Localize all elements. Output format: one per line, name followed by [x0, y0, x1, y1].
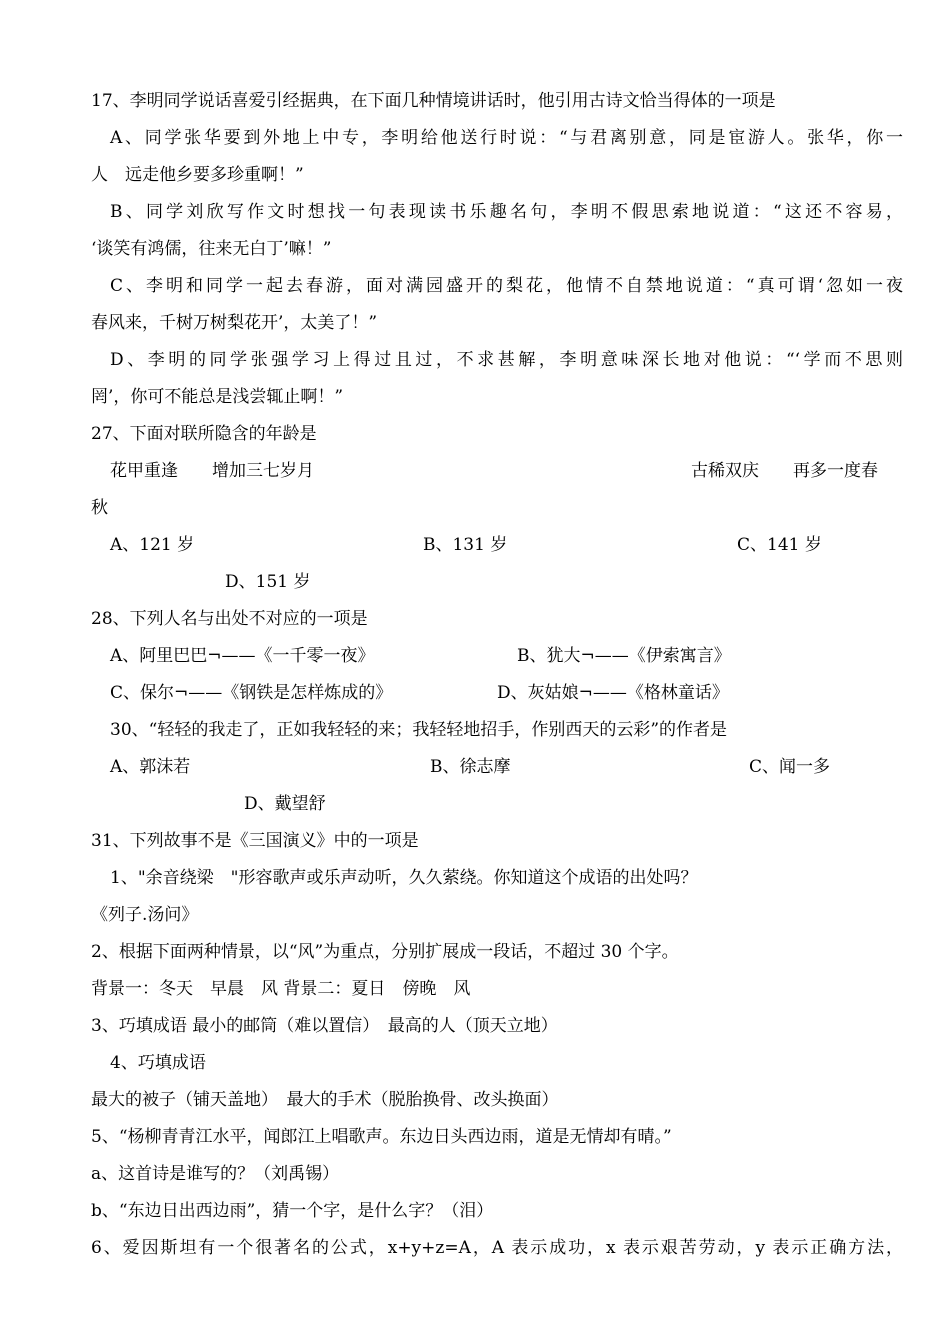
- question-30-stem: 30、“轻轻的我走了，正如我轻轻的来；我轻轻地招手，作别西天的云彩”的作者是: [110, 720, 728, 740]
- couplet-first-line: 花甲重逢 增加三七岁月: [110, 461, 314, 481]
- item-5-sub-b: b、“东边日出西边雨”，猜一个字，是什么字？（泪）: [91, 1201, 494, 1221]
- question-30-option-c: C、闻一多: [749, 757, 831, 777]
- question-28-option-d: D、灰姑娘¬——《格林童话》: [497, 683, 729, 703]
- question-28-option-b: B、犹大¬——《伊索寓言》: [517, 646, 731, 666]
- question-17-option-c: C、李明和同学一起去春游，面对满园盛开的梨花，他情不自禁地说道：“真可谓‘忽如一夜: [110, 276, 903, 296]
- question-17-option-a: A、同学张华要到外地上中专，李明给他送行时说：“与君离别意，同是宦游人。张华，你一: [110, 128, 903, 148]
- question-27-option-b: B、131 岁: [423, 535, 508, 555]
- question-27-option-d: D、151 岁: [225, 572, 311, 592]
- item-6-question: 6、爱因斯坦有一个很著名的公式，x+y+z=A，A 表示成功，x 表示艰苦劳动，y 表示正确方法，: [91, 1238, 903, 1258]
- couplet-second-line: 古稀双庆 再多一度春: [691, 461, 878, 481]
- question-30-option-a: A、郭沫若: [110, 757, 191, 777]
- question-17-option-a-cont: 人 远走他乡要多珍重啊！”: [91, 165, 304, 185]
- item-2-question: 2、根据下面两种情景，以“风”为重点，分别扩展成一段话，不超过 30 个字。: [91, 942, 679, 962]
- question-17-stem: 17、李明同学说话喜爱引经据典，在下面几种情境讲话时，他引用古诗文恰当得体的一项是: [91, 91, 776, 111]
- question-28-stem: 28、下列人名与出处不对应的一项是: [91, 609, 368, 629]
- question-28-option-a: A、阿里巴巴¬——《一千零一夜》: [110, 646, 375, 666]
- item-5-sub-a: a、这首诗是谁写的？（刘禹锡）: [91, 1164, 340, 1184]
- question-17-option-b-cont: ‘谈笑有鸿儒，往来无白丁’嘛！”: [91, 239, 332, 259]
- question-30-option-b: B、徐志摩: [430, 757, 511, 777]
- question-17-option-b: B、同学刘欣写作文时想找一句表现读书乐趣名句，李明不假思索地说道：“这还不容易，: [110, 202, 903, 222]
- question-27-stem: 27、下面对联所隐含的年龄是: [91, 424, 317, 444]
- question-17-option-d-cont: 罔’，你可不能总是浅尝辄止啊！”: [91, 387, 344, 407]
- item-3-question: 3、巧填成语 最小的邮筒（难以置信） 最高的人（顶天立地）: [91, 1016, 558, 1036]
- item-4-title: 4、巧填成语: [110, 1053, 206, 1073]
- item-5-poem: 5、“杨柳青青江水平，闻郎江上唱歌声。东边日头西边雨，道是无情却有晴。”: [91, 1127, 672, 1147]
- question-17-option-d: D、李明的同学张强学习上得过且过，不求甚解，李明意味深长地对他说：“‘学而不思则: [110, 350, 903, 370]
- question-30-option-d: D、戴望舒: [244, 794, 326, 814]
- question-27-option-a: A、121 岁: [110, 535, 195, 555]
- item-1-question: 1、"余音绕梁 "形容歌声或乐声动听，久久萦绕。你知道这个成语的出处吗？: [110, 868, 698, 888]
- question-17-option-c-cont: 春风来，千树万树梨花开’，太美了！”: [91, 313, 378, 333]
- question-28-option-c: C、保尔¬——《钢铁是怎样炼成的》: [110, 683, 393, 703]
- item-1-answer: 《列子.汤问》: [91, 905, 199, 925]
- question-31-stem: 31、下列故事不是《三国演义》中的一项是: [91, 831, 419, 851]
- question-27-option-c: C、141 岁: [737, 535, 822, 555]
- item-4-content: 最大的被子（铺天盖地） 最大的手术（脱胎换骨、改头换面）: [91, 1090, 559, 1110]
- item-2-scenes: 背景一：冬天 早晨 风 背景二：夏日 傍晚 风: [91, 979, 471, 999]
- couplet-second-line-cont: 秋: [91, 498, 108, 518]
